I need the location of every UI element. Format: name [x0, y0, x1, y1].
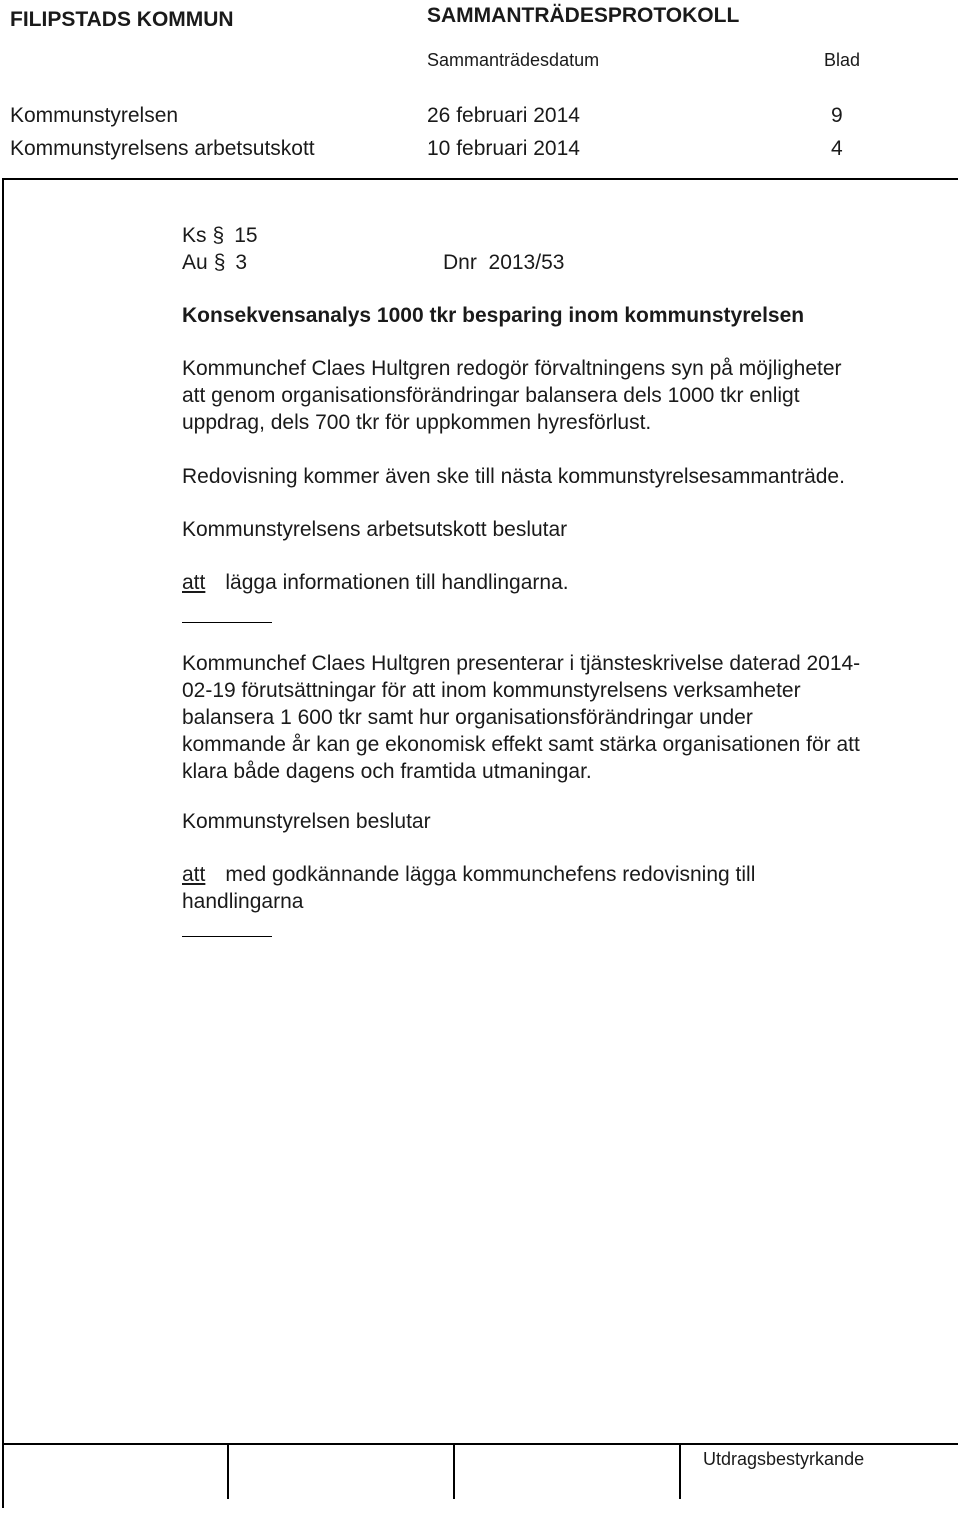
- paragraph-line: Kommunchef Claes Hultgren presenterar i tjänsteskrivelse daterad 2014-: [182, 652, 861, 675]
- meeting-date-label: Sammanträdesdatum: [427, 50, 600, 70]
- separator-line: [182, 622, 272, 623]
- decision-ks: [182, 861, 942, 915]
- decision-text: med godkännande lägga kommunchefens redovisning till: [225, 863, 756, 886]
- ks-prefix: Ks: [182, 224, 207, 247]
- au-reference: [182, 249, 247, 276]
- paragraph-line: uppdrag, dels 700 tkr för uppkommen hyresförlust.: [182, 411, 652, 434]
- dnr-label: Dnr: [443, 251, 477, 274]
- footer-top-border: [2, 1443, 958, 1445]
- decision-text: handlingarna: [182, 890, 304, 913]
- paragraph-line: balansera 1 600 tkr samt hur organisationsförändringar under: [182, 706, 753, 729]
- paragraph-presentation: [182, 650, 942, 785]
- header-row-date: 10 februari 2014: [427, 137, 580, 160]
- header-row-date: 26 februari 2014: [427, 104, 580, 127]
- separator-line: [182, 936, 272, 937]
- decision-text: lägga informationen till handlingarna.: [225, 571, 569, 594]
- ks-number: 15: [234, 224, 258, 247]
- att-marker: att: [182, 571, 206, 594]
- paragraph-line: kommande år kan ge ekonomisk effekt samt stärka organisationen för att: [182, 733, 860, 756]
- municipality-name: FILIPSTADS KOMMUN: [10, 8, 234, 31]
- document-type: SAMMANTRÄDESPROTOKOLL: [427, 4, 740, 27]
- page-label: Blad: [824, 50, 861, 70]
- case-title: Konsekvensanalys 1000 tkr besparing inom kommunstyrelsen: [182, 304, 805, 327]
- header-row-body: Kommunstyrelsen: [10, 104, 179, 127]
- paragraph-report: Redovisning kommer även ske till nästa kommunstyrelsesammanträde.: [182, 465, 845, 488]
- paragraph-line: att genom organisationsförändringar balansera dels 1000 tkr enligt: [182, 384, 800, 407]
- au-number: 3: [235, 251, 248, 274]
- decision-heading-ks: Kommunstyrelsen beslutar: [182, 810, 431, 833]
- section-symbol: §: [212, 224, 225, 247]
- signature-box-divider: [679, 1443, 681, 1499]
- signature-box-divider: [453, 1443, 455, 1499]
- header-row-page: 4: [831, 137, 843, 160]
- header-row-page: 9: [831, 104, 843, 127]
- paragraph-line: klara både dagens och framtida utmaningar.: [182, 760, 592, 783]
- au-prefix: Au: [182, 251, 208, 274]
- certification-label: Utdragsbestyrkande: [703, 1449, 865, 1469]
- dnr-reference: [443, 249, 564, 276]
- header-row-body: Kommunstyrelsens arbetsutskott: [10, 137, 315, 160]
- dnr-value: 2013/53: [488, 251, 565, 274]
- paragraph-intro: [182, 355, 942, 436]
- att-marker: att: [182, 863, 206, 886]
- decision-au: [182, 569, 942, 596]
- signature-box-divider: [227, 1443, 229, 1499]
- section-symbol: §: [213, 251, 226, 274]
- ks-reference: [182, 222, 258, 249]
- paragraph-line: 02-19 förutsättningar för att inom kommunstyrelsens verksamheter: [182, 679, 801, 702]
- decision-heading-au: Kommunstyrelsens arbetsutskott beslutar: [182, 518, 568, 541]
- paragraph-line: Kommunchef Claes Hultgren redogör förvaltningens syn på möjligheter: [182, 357, 842, 380]
